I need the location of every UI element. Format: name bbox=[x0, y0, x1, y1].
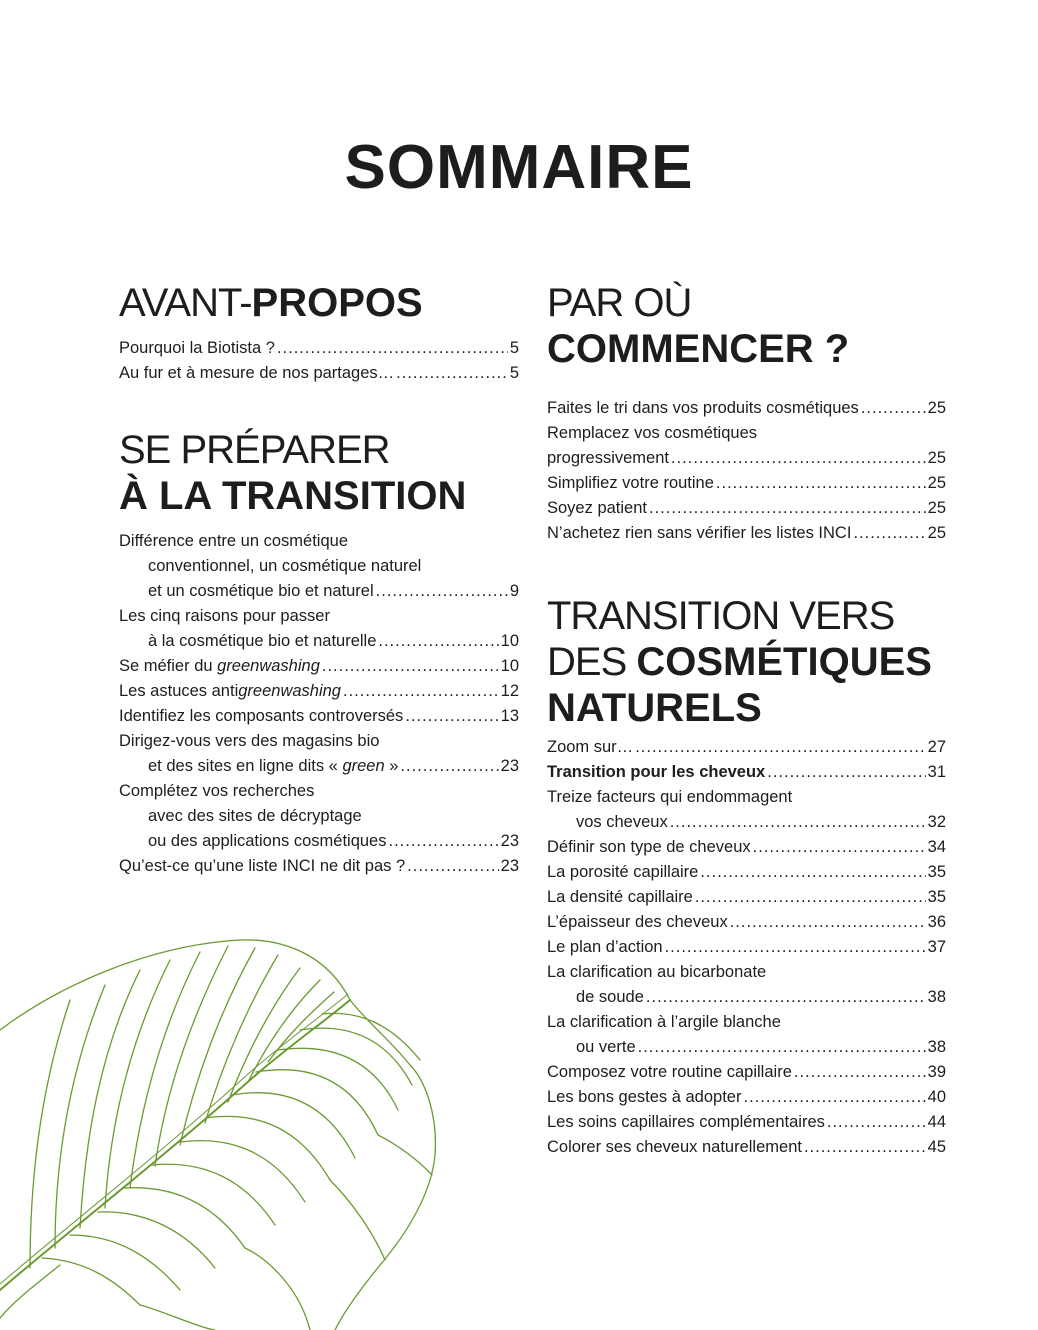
page-number: 35 bbox=[927, 863, 946, 881]
page-number: 25 bbox=[927, 449, 946, 467]
toc-entry[interactable]: L’épaisseur des cheveux ..... 36 bbox=[547, 910, 946, 935]
toc-entry[interactable]: vos cheveux ..... 32 bbox=[547, 810, 946, 835]
toc-entry[interactable]: de soude ..... 38 bbox=[547, 985, 946, 1010]
toc-entry[interactable]: Définir son type de cheveux ..... 34 bbox=[547, 835, 946, 860]
toc-entry[interactable]: progressivement ..... 25 bbox=[547, 446, 946, 471]
toc-entry[interactable]: Transition pour les cheveux ..... 31 bbox=[547, 760, 946, 785]
toc-entry-line[interactable]: Complétez vos recherches bbox=[119, 782, 315, 800]
page-title: SOMMAIRE bbox=[344, 133, 694, 202]
page-number: 40 bbox=[927, 1088, 946, 1106]
page-number: 38 bbox=[927, 988, 946, 1006]
toc-entry[interactable]: Identifiez les composants controversés ..... 13 bbox=[119, 704, 519, 729]
page-number: 5 bbox=[509, 339, 519, 357]
toc-entry[interactable]: Colorer ses cheveux naturellement ..... 45 bbox=[547, 1135, 946, 1160]
page-number: 23 bbox=[500, 757, 519, 775]
toc-entry-line[interactable]: Différence entre un cosmétique bbox=[119, 532, 348, 550]
page-number: 35 bbox=[927, 888, 946, 906]
toc-entry-line[interactable]: Remplacez vos cosmétiques bbox=[547, 424, 758, 442]
page-number: 12 bbox=[500, 682, 519, 700]
toc-entry[interactable]: Les bons gestes à adopter ..... 40 bbox=[547, 1085, 946, 1110]
toc-entry-line[interactable]: Les cinq raisons pour passer bbox=[119, 607, 330, 625]
toc-entry[interactable]: à la cosmétique bio et naturelle ..... 10 bbox=[119, 629, 519, 654]
page-number: 23 bbox=[500, 832, 519, 850]
page-number: 31 bbox=[927, 763, 946, 781]
page-number: 37 bbox=[927, 938, 946, 956]
toc-left-column bbox=[119, 280, 519, 879]
toc-entry[interactable]: Les astuces antigreenwashing ..... 12 bbox=[119, 679, 519, 704]
page-number: 9 bbox=[509, 582, 519, 600]
toc-entry[interactable]: La porosité capillaire ..... 35 bbox=[547, 860, 946, 885]
toc-list-transition bbox=[119, 529, 519, 879]
page-number: 23 bbox=[500, 857, 519, 875]
page-number: 44 bbox=[927, 1113, 946, 1131]
toc-entry-line[interactable]: avec des sites de décryptage bbox=[148, 807, 362, 825]
toc-right-column bbox=[547, 280, 946, 1160]
toc-entry[interactable]: Qu’est-ce qu’une liste INCI ne dit pas ? ..... 23 bbox=[119, 854, 519, 879]
page-number: 25 bbox=[927, 474, 946, 492]
page-number: 10 bbox=[500, 657, 519, 675]
toc-entry[interactable]: Le plan d’action ..... 37 bbox=[547, 935, 946, 960]
section-heading-transition: SE PRÉPARER À LA TRANSITION bbox=[119, 428, 467, 518]
page-number: 13 bbox=[500, 707, 519, 725]
toc-entry[interactable]: ou des applications cosmétiques ..... 23 bbox=[119, 829, 519, 854]
toc-entry[interactable]: Zoom sur… ..... 27 bbox=[547, 735, 946, 760]
page-number: 38 bbox=[927, 1038, 946, 1056]
toc-entry[interactable]: N’achetez rien sans vérifier les listes INCI ..... 25 bbox=[547, 521, 946, 546]
toc-entry[interactable]: et un cosmétique bio et naturel ..... 9 bbox=[119, 579, 519, 604]
page-number: 32 bbox=[927, 813, 946, 831]
page-number: 25 bbox=[927, 399, 946, 417]
section-heading-naturels: TRANSITION VERS DES COSMÉTIQUES NATURELS bbox=[547, 594, 932, 730]
toc-entry[interactable]: Faites le tri dans vos produits cosmétiques ..... 25 bbox=[547, 396, 946, 421]
page-number: 45 bbox=[927, 1138, 946, 1156]
page-number: 25 bbox=[927, 524, 946, 542]
toc-entry[interactable]: ou verte ..... 38 bbox=[547, 1035, 946, 1060]
toc-entry-line[interactable]: Treize facteurs qui endommagent bbox=[547, 788, 793, 806]
page-number: 34 bbox=[927, 838, 946, 856]
page-number: 5 bbox=[509, 364, 519, 382]
toc-entry[interactable]: Au fur et à mesure de nos partages… ..... 5 bbox=[119, 361, 519, 386]
toc-list-naturels bbox=[547, 735, 946, 1160]
page-number: 39 bbox=[927, 1063, 946, 1081]
toc-entry[interactable]: Se méfier du greenwashing ..... 10 bbox=[119, 654, 519, 679]
page-number: 36 bbox=[927, 913, 946, 931]
toc-entry[interactable]: La densité capillaire ..... 35 bbox=[547, 885, 946, 910]
toc-entry[interactable]: Composez votre routine capillaire ..... 39 bbox=[547, 1060, 946, 1085]
toc-list-commencer bbox=[547, 396, 946, 546]
toc-entry-line[interactable]: La clarification à l’argile blanche bbox=[547, 1013, 781, 1031]
toc-entry-line[interactable]: Dirigez-vous vers des magasins bio bbox=[119, 732, 380, 750]
toc-entry[interactable]: et des sites en ligne dits « green » ..... 23 bbox=[119, 754, 519, 779]
toc-entry[interactable]: Soyez patient ..... 25 bbox=[547, 496, 946, 521]
toc-entry[interactable]: Pourquoi la Biotista ? ..... 5 bbox=[119, 336, 519, 361]
toc-entry-line[interactable]: La clarification au bicarbonate bbox=[547, 963, 767, 981]
toc-entry[interactable]: Les soins capillaires complémentaires ..... 44 bbox=[547, 1110, 946, 1135]
toc-list-avant-propos bbox=[119, 336, 519, 386]
section-heading-avant-propos: AVANT-PROPOS bbox=[119, 281, 423, 325]
toc-entry[interactable]: Simplifiez votre routine ..... 25 bbox=[547, 471, 946, 496]
section-heading-commencer: PAR OÙ COMMENCER ? bbox=[547, 281, 850, 371]
page-number: 10 bbox=[500, 632, 519, 650]
toc-entry-line[interactable]: conventionnel, un cosmétique naturel bbox=[148, 557, 422, 575]
monstera-leaf-icon bbox=[0, 930, 440, 1330]
page-number: 25 bbox=[927, 499, 946, 517]
page-number: 27 bbox=[927, 738, 946, 756]
